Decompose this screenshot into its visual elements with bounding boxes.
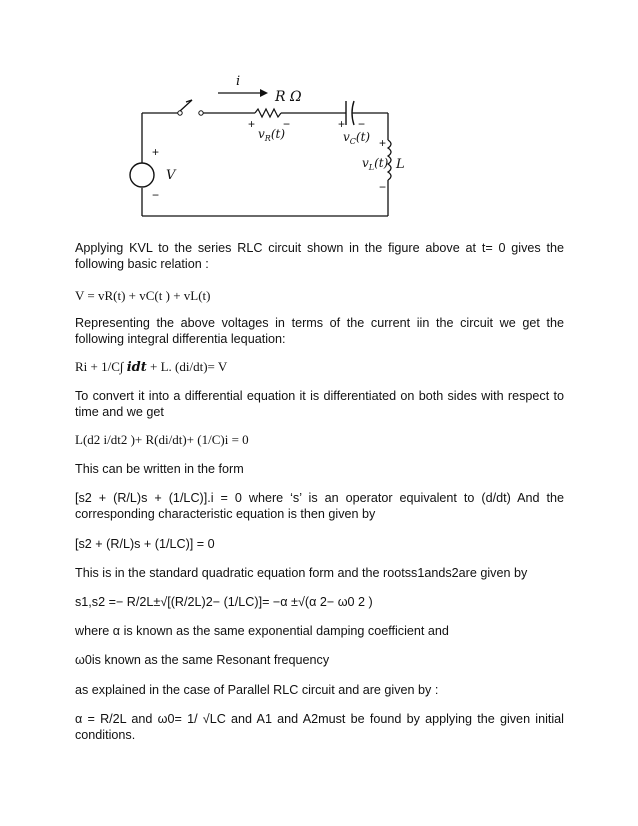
source-plus-sign: + [152,145,160,159]
equation-integral-part-b: idt [126,360,147,375]
equation-integral-part-a: Ri + 1/C∫ [75,359,127,374]
inductor-plus-sign: + [379,136,387,150]
current-label: i [236,74,241,89]
capacitor-voltage-label: $v_C(t)$ [343,130,371,146]
inductor-minus-sign: − [379,180,387,194]
equation-roots: s1,s2 =− R/2L±√[(R/2L)2− (1/LC)]= −α ±√(α 2− ω0 2 ) [75,595,373,609]
equation-kvl: V = vR(t) + vC(t ) + vL(t) [75,288,211,303]
source-label: V [166,168,176,183]
switch-contact-left [178,111,182,115]
paragraph-conditions: α = R/2L and ω0= 1/ √LC and A1 and A2must be found by applying the given initial conditions. [75,712,564,742]
resistor-minus-sign: − [283,117,291,131]
capacitor-minus-sign: − [358,117,366,131]
resistor-label: R Ω [275,89,302,105]
voltage-source-symbol [130,163,154,187]
paragraph-omega: ω0is known as the same Resonant frequency [75,653,330,667]
paragraph-representing: Representing the above voltages in terms of the current iin the circuit we get the following integral differentia lequation: [75,316,564,346]
capacitor-plus-sign: + [338,117,346,131]
paragraph-explained: as explained in the case of Parallel RLC circuit and are given by : [75,683,439,697]
resistor-symbol [255,109,281,117]
equation-integral-part-c: + L. (di/dt)= V [146,359,228,374]
switch-contact-right [199,111,203,115]
paragraph-convert: To convert it into a differential equation it is differentiated on both sides with respect to time and we get [75,389,564,419]
series-rlc-circuit-diagram [100,68,420,233]
equation-integral [75,359,564,376]
inductor-symbol [388,140,391,180]
resistor-plus-sign: + [248,117,256,131]
inductor-voltage-label: $v_L(t)$ [362,156,389,172]
source-minus-sign: − [152,188,160,202]
inductor-label: L [396,157,405,172]
circuit-svg [100,68,420,233]
paragraph-kvl-intro: Applying KVL to the series RLC circuit shown in the figure above at t= 0 gives the following basic relation : [75,241,564,271]
equation-characteristic: [s2 + (R/L)s + (1/LC)] = 0 [75,537,215,551]
paragraph-operator-form: [s2 + (R/L)s + (1/LC)].i = 0 where ‘s’ is an operator equivalent to (d/dt) And the corresponding characteristic equation is then given by [75,491,564,521]
current-arrow-head [260,89,268,97]
paragraph-alpha: where α is known as the same exponential damping coefficient and [75,624,449,638]
resistor-voltage-label: $v_R(t)$ [258,127,285,143]
paragraph-quadratic: This is in the standard quadratic equation form and the rootss1ands2are given by [75,566,528,580]
equation-differential: L(d2 i/dt2 )+ R(di/dt)+ (1/C)i = 0 [75,432,249,447]
paragraph-written-form: This can be written in the form [75,462,244,476]
